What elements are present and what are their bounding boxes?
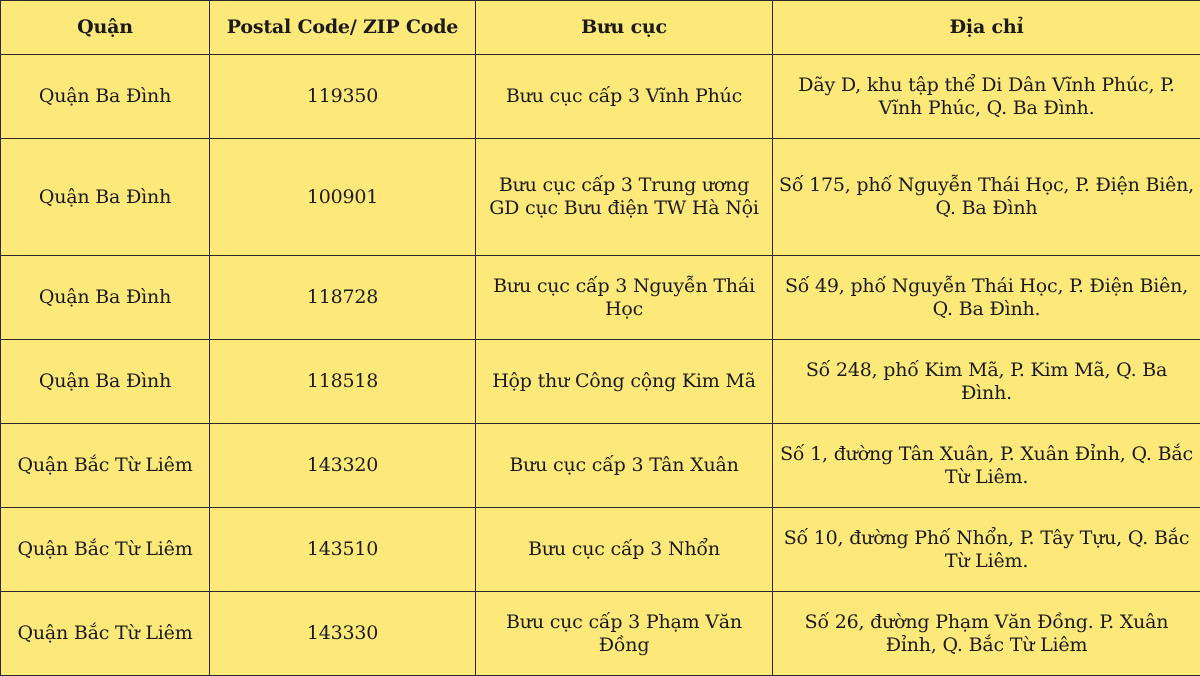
header-post-office: Bưu cục bbox=[476, 1, 773, 55]
table-header-row bbox=[1, 1, 1200, 55]
header-district: Quận bbox=[1, 1, 210, 55]
table-row bbox=[1, 256, 1200, 340]
cell-address: Số 26, đường Phạm Văn Đồng. P. Xuân Đỉnh, Q. Bắc Từ Liêm bbox=[773, 592, 1200, 676]
cell-postal-code: 143510 bbox=[210, 508, 476, 592]
cell-postal-code: 143330 bbox=[210, 592, 476, 676]
cell-address: Số 175, phố Nguyễn Thái Học, P. Điện Biên, Q. Ba Đình bbox=[773, 139, 1200, 256]
cell-post-office: Bưu cục cấp 3 Vĩnh Phúc bbox=[476, 55, 773, 139]
table-row bbox=[1, 592, 1200, 676]
cell-district: Quận Ba Đình bbox=[1, 340, 210, 424]
cell-postal-code: 118518 bbox=[210, 340, 476, 424]
cell-post-office: Bưu cục cấp 3 Tân Xuân bbox=[476, 424, 773, 508]
cell-postal-code: 100901 bbox=[210, 139, 476, 256]
header-postal-code: Postal Code/ ZIP Code bbox=[210, 1, 476, 55]
cell-postal-code: 118728 bbox=[210, 256, 476, 340]
cell-address: Số 49, phố Nguyễn Thái Học, P. Điện Biên, Q. Ba Đình. bbox=[773, 256, 1200, 340]
cell-post-office: Hộp thư Công cộng Kim Mã bbox=[476, 340, 773, 424]
cell-post-office: Bưu cục cấp 3 Nguyễn Thái Học bbox=[476, 256, 773, 340]
cell-district: Quận Ba Đình bbox=[1, 256, 210, 340]
cell-address: Số 10, đường Phố Nhổn, P. Tây Tựu, Q. Bắc Từ Liêm. bbox=[773, 508, 1200, 592]
table-row bbox=[1, 340, 1200, 424]
cell-district: Quận Bắc Từ Liêm bbox=[1, 508, 210, 592]
table-row bbox=[1, 424, 1200, 508]
cell-postal-code: 119350 bbox=[210, 55, 476, 139]
table-row bbox=[1, 508, 1200, 592]
cell-district: Quận Ba Đình bbox=[1, 139, 210, 256]
cell-address: Số 1, đường Tân Xuân, P. Xuân Đỉnh, Q. Bắc Từ Liêm. bbox=[773, 424, 1200, 508]
cell-postal-code: 143320 bbox=[210, 424, 476, 508]
header-address: Địa chỉ bbox=[773, 1, 1200, 55]
cell-post-office: Bưu cục cấp 3 Phạm Văn Đồng bbox=[476, 592, 773, 676]
cell-district: Quận Ba Đình bbox=[1, 55, 210, 139]
cell-district: Quận Bắc Từ Liêm bbox=[1, 424, 210, 508]
cell-address: Số 248, phố Kim Mã, P. Kim Mã, Q. Ba Đình. bbox=[773, 340, 1200, 424]
table-row bbox=[1, 139, 1200, 256]
cell-post-office: Bưu cục cấp 3 Trung ương GD cục Bưu điện TW Hà Nội bbox=[476, 139, 773, 256]
cell-address: Dãy D, khu tập thể Di Dân Vĩnh Phúc, P. Vĩnh Phúc, Q. Ba Đình. bbox=[773, 55, 1200, 139]
table-row bbox=[1, 55, 1200, 139]
cell-district: Quận Bắc Từ Liêm bbox=[1, 592, 210, 676]
cell-post-office: Bưu cục cấp 3 Nhổn bbox=[476, 508, 773, 592]
